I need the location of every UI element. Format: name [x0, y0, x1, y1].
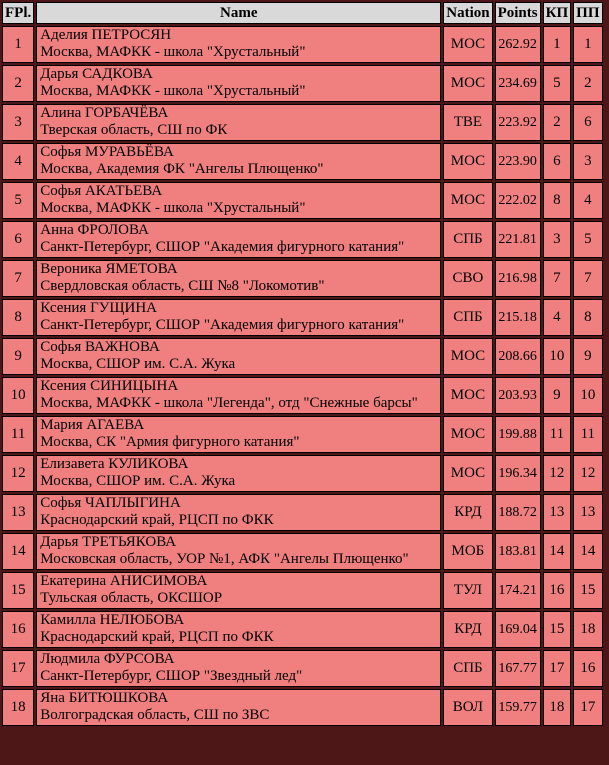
nation-cell: МОС	[443, 338, 492, 375]
skater-name: Ксения ГУЩИНА	[40, 300, 158, 316]
kp-cell: 1	[543, 26, 572, 63]
points-cell: 196.34	[495, 455, 541, 492]
nation-cell: МОС	[443, 455, 492, 492]
pp-cell: 5	[573, 221, 602, 258]
points-cell: 169.04	[495, 611, 541, 648]
place-cell: 14	[2, 533, 34, 570]
nation-cell: МОС	[443, 143, 492, 180]
points-cell: 215.18	[495, 299, 541, 336]
pp-cell: 4	[573, 182, 602, 219]
skater-club: Москва, МАФКК - школа "Хрустальный"	[40, 44, 306, 60]
skater-club: Свердловская область, СШ №8 "Локомотив"	[40, 278, 325, 294]
kp-cell: 11	[543, 416, 572, 453]
place-cell: 13	[2, 494, 34, 531]
header-name: Name	[36, 2, 441, 24]
kp-cell: 9	[543, 377, 572, 414]
pp-cell: 16	[573, 650, 602, 687]
skater-name: Дарья ТРЕТЬЯКОВА	[40, 534, 177, 550]
skater-club: Тульская область, ОКСШОР	[40, 590, 223, 606]
nation-cell: КРД	[443, 611, 492, 648]
nation-cell: СПБ	[443, 650, 492, 687]
points-cell: 167.77	[495, 650, 541, 687]
place-cell: 12	[2, 455, 34, 492]
place-cell: 1	[2, 26, 34, 63]
name-cell	[36, 26, 441, 63]
kp-cell: 7	[543, 260, 572, 297]
skater-name: Ксения СИНИЦЫНА	[40, 378, 179, 394]
points-cell: 262.92	[495, 26, 541, 63]
header-row	[2, 2, 603, 24]
nation-cell: ТВЕ	[443, 104, 492, 141]
skater-club: Санкт-Петербург, СШОР "Академия фигурного катания"	[40, 239, 405, 255]
pp-cell: 7	[573, 260, 602, 297]
nation-cell: ТУЛ	[443, 572, 492, 609]
skater-name: Дарья САДКОВА	[40, 66, 153, 82]
points-cell: 221.81	[495, 221, 541, 258]
table-row	[2, 533, 603, 570]
pp-cell: 17	[573, 689, 602, 726]
pp-cell: 2	[573, 65, 602, 102]
skater-name: Софья ВАЖНОВА	[40, 339, 160, 355]
pp-cell: 10	[573, 377, 602, 414]
place-cell: 5	[2, 182, 34, 219]
skater-name: Алина ГОРБАЧЁВА	[40, 105, 169, 121]
name-cell	[36, 377, 441, 414]
points-cell: 216.98	[495, 260, 541, 297]
skater-name: Софья МУРАВЬЁВА	[40, 144, 174, 160]
skater-club: Москва, СШОР им. С.А. Жука	[40, 356, 236, 372]
place-cell: 9	[2, 338, 34, 375]
skater-name: Софья ЧАПЛЫГИНА	[40, 495, 181, 511]
skater-club: Москва, СШОР им. С.А. Жука	[40, 473, 236, 489]
place-cell: 18	[2, 689, 34, 726]
name-cell	[36, 416, 441, 453]
nation-cell: МОС	[443, 377, 492, 414]
points-cell: 208.66	[495, 338, 541, 375]
header-kp: КП	[543, 2, 572, 24]
kp-cell: 12	[543, 455, 572, 492]
kp-cell: 4	[543, 299, 572, 336]
nation-cell: СПБ	[443, 221, 492, 258]
skater-club: Москва, МАФКК - школа "Хрустальный"	[40, 200, 306, 216]
pp-cell: 14	[573, 533, 602, 570]
name-cell	[36, 338, 441, 375]
name-cell	[36, 572, 441, 609]
skater-club: Санкт-Петербург, СШОР "Звездный лед"	[40, 668, 303, 684]
table-row	[2, 221, 603, 258]
kp-cell: 13	[543, 494, 572, 531]
points-cell: 199.88	[495, 416, 541, 453]
header-nation: Nation	[443, 2, 492, 24]
table-row	[2, 338, 603, 375]
skater-club: Санкт-Петербург, СШОР "Академия фигурного катания"	[40, 317, 405, 333]
skater-name: Елизавета КУЛИКОВА	[40, 456, 189, 472]
kp-cell: 8	[543, 182, 572, 219]
points-cell: 203.93	[495, 377, 541, 414]
table-row	[2, 572, 603, 609]
header-place: FPl.	[2, 2, 34, 24]
table-row	[2, 377, 603, 414]
name-cell	[36, 689, 441, 726]
points-cell: 223.92	[495, 104, 541, 141]
pp-cell: 3	[573, 143, 602, 180]
pp-cell: 1	[573, 26, 602, 63]
place-cell: 16	[2, 611, 34, 648]
kp-cell: 10	[543, 338, 572, 375]
nation-cell: МОС	[443, 182, 492, 219]
kp-cell: 17	[543, 650, 572, 687]
table-row	[2, 416, 603, 453]
points-cell: 159.77	[495, 689, 541, 726]
kp-cell: 2	[543, 104, 572, 141]
table-row	[2, 611, 603, 648]
name-cell	[36, 182, 441, 219]
table-row	[2, 299, 603, 336]
skater-name: Аделия ПЕТРОСЯН	[40, 27, 172, 43]
table-row	[2, 182, 603, 219]
pp-cell: 15	[573, 572, 602, 609]
kp-cell: 5	[543, 65, 572, 102]
place-cell: 8	[2, 299, 34, 336]
skater-club: Московская область, УОР №1, АФК "Ангелы Плющенко"	[40, 551, 409, 567]
skater-club: Краснодарский край, РЦСП по ФКК	[40, 512, 274, 528]
nation-cell: СВО	[443, 260, 492, 297]
nation-cell: КРД	[443, 494, 492, 531]
skater-name: Камилла НЕЛЮБОВА	[40, 612, 185, 628]
skater-name: Екатерина АНИСИМОВА	[40, 573, 208, 589]
place-cell: 11	[2, 416, 34, 453]
place-cell: 6	[2, 221, 34, 258]
points-cell: 223.90	[495, 143, 541, 180]
pp-cell: 13	[573, 494, 602, 531]
skater-club: Москва, МАФКК - школа "Легенда", отд "Снежные барсы"	[40, 395, 418, 411]
pp-cell: 11	[573, 416, 602, 453]
table-row	[2, 26, 603, 63]
skater-name: Анна ФРОЛОВА	[40, 222, 149, 238]
name-cell	[36, 143, 441, 180]
name-cell	[36, 299, 441, 336]
name-cell	[36, 221, 441, 258]
nation-cell: СПБ	[443, 299, 492, 336]
table-row	[2, 494, 603, 531]
name-cell	[36, 260, 441, 297]
name-cell	[36, 611, 441, 648]
name-cell	[36, 494, 441, 531]
points-cell: 222.02	[495, 182, 541, 219]
place-cell: 17	[2, 650, 34, 687]
pp-cell: 9	[573, 338, 602, 375]
skater-club: Краснодарский край, РЦСП по ФКК	[40, 629, 274, 645]
kp-cell: 18	[543, 689, 572, 726]
place-cell: 2	[2, 65, 34, 102]
nation-cell: МОБ	[443, 533, 492, 570]
name-cell	[36, 455, 441, 492]
nation-cell: МОС	[443, 416, 492, 453]
table-row	[2, 65, 603, 102]
nation-cell: МОС	[443, 65, 492, 102]
skater-name: Софья АКАТЬЕВА	[40, 183, 163, 199]
results-body	[2, 26, 603, 726]
table-row	[2, 104, 603, 141]
pp-cell: 6	[573, 104, 602, 141]
skater-club: Москва, МАФКК - школа "Хрустальный"	[40, 83, 306, 99]
pp-cell: 8	[573, 299, 602, 336]
name-cell	[36, 104, 441, 141]
skater-club: Волгоградская область, СШ по ЗВС	[40, 707, 270, 723]
nation-cell: ВОЛ	[443, 689, 492, 726]
place-cell: 4	[2, 143, 34, 180]
place-cell: 15	[2, 572, 34, 609]
skater-name: Вероника ЯМЕТОВА	[40, 261, 178, 277]
skater-name: Мария АГАЕВА	[40, 417, 145, 433]
name-cell	[36, 533, 441, 570]
skater-club: Москва, СК "Армия фигурного катания"	[40, 434, 300, 450]
points-cell: 183.81	[495, 533, 541, 570]
skater-name: Людмила ФУРСОВА	[40, 651, 175, 667]
table-row	[2, 143, 603, 180]
skater-name: Яна БИТЮШКОВА	[40, 690, 169, 706]
pp-cell: 18	[573, 611, 602, 648]
kp-cell: 14	[543, 533, 572, 570]
table-row	[2, 650, 603, 687]
points-cell: 188.72	[495, 494, 541, 531]
table-row	[2, 689, 603, 726]
name-cell	[36, 650, 441, 687]
table-row	[2, 260, 603, 297]
kp-cell: 3	[543, 221, 572, 258]
points-cell: 174.21	[495, 572, 541, 609]
header-pp: ПП	[573, 2, 602, 24]
points-cell: 234.69	[495, 65, 541, 102]
kp-cell: 6	[543, 143, 572, 180]
kp-cell: 15	[543, 611, 572, 648]
table-row	[2, 455, 603, 492]
place-cell: 3	[2, 104, 34, 141]
kp-cell: 16	[543, 572, 572, 609]
skater-club: Тверская область, СШ по ФК	[40, 122, 228, 138]
name-cell	[36, 65, 441, 102]
header-points: Points	[495, 2, 541, 24]
place-cell: 10	[2, 377, 34, 414]
pp-cell: 12	[573, 455, 602, 492]
place-cell: 7	[2, 260, 34, 297]
nation-cell: МОС	[443, 26, 492, 63]
skater-club: Москва, Академия ФК "Ангелы Плющенко"	[40, 161, 324, 177]
